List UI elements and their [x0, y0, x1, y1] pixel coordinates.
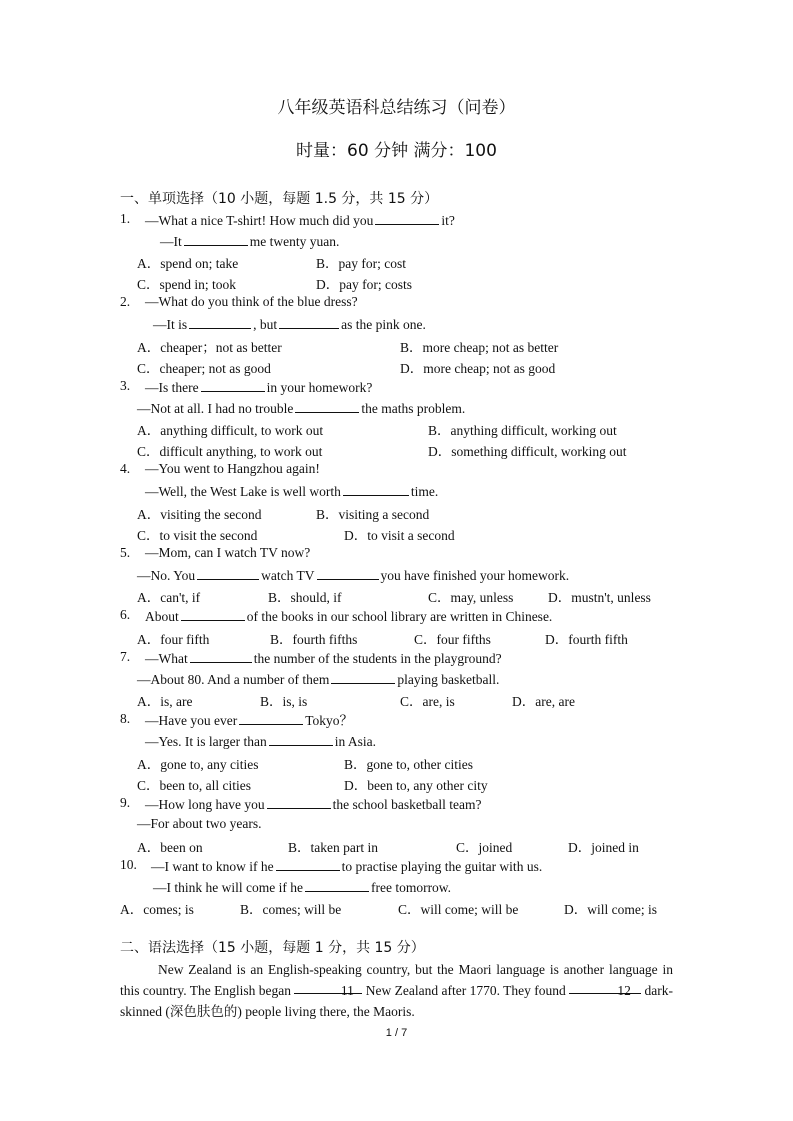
answer-blank[interactable] [317, 566, 379, 580]
question-text: , but [253, 317, 278, 332]
question-number: 4. [120, 461, 131, 476]
answer-blank[interactable] [184, 232, 248, 246]
question-text: playing basketball. [397, 672, 500, 687]
answer-blank[interactable] [189, 315, 251, 329]
option-b[interactable]: B．is, is [260, 694, 308, 709]
option-a[interactable]: A．anything difficult, to work out [137, 423, 324, 438]
question-text: in Asia. [334, 734, 377, 749]
question-stem-line [145, 461, 320, 477]
option-a[interactable]: A．gone to, any cities [137, 757, 259, 772]
option-b[interactable]: B．should, if [268, 590, 342, 605]
question-text: —What a nice T-shirt! How much did you [145, 213, 374, 228]
question-text: Tokyo？ [305, 713, 354, 728]
question-stem-line [145, 732, 376, 750]
question-stem-line [153, 878, 451, 896]
question-stem-line [145, 795, 481, 813]
answer-blank[interactable] [276, 857, 340, 871]
blank-12[interactable]: 12 [569, 980, 641, 994]
answer-blank[interactable] [197, 566, 259, 580]
question-text: in your homework? [266, 380, 373, 395]
answer-blank[interactable] [267, 795, 331, 809]
question-number: 9. [120, 795, 131, 810]
answer-blank[interactable] [331, 670, 395, 684]
question-text: —I want to know if he [151, 859, 274, 874]
passage-text: New Zealand after 1770. They found [365, 983, 566, 998]
answer-blank[interactable] [269, 732, 333, 746]
question-number: 1. [120, 211, 131, 226]
question-text: —How long have you [145, 797, 265, 812]
passage-paragraph [120, 959, 673, 1022]
question-text: me twenty yuan. [249, 234, 340, 249]
option-a[interactable]: A．four fifth [137, 632, 210, 647]
question-stem-line [145, 378, 372, 396]
option-a[interactable]: A．can't, if [137, 590, 201, 605]
question-stem-line [137, 816, 261, 832]
question-text: the number of the students in the playground? [253, 651, 502, 666]
option-d[interactable]: D．to visit a second [344, 528, 455, 543]
option-b[interactable]: B．more cheap; not as better [400, 340, 559, 355]
page-title: 八年级英语科总结练习（问卷） [277, 98, 516, 118]
passage-text: dark-skinned (深色肤色的) people living there, the Maoris. [120, 983, 674, 1019]
question-number: 8. [120, 711, 131, 726]
question-text: —Is there [145, 380, 199, 395]
option-d[interactable]: D．more cheap; not as good [400, 361, 556, 376]
question-text: free tomorrow. [370, 880, 452, 895]
option-a[interactable]: A．visiting the second [137, 507, 262, 522]
option-d[interactable]: D．mustn't, unless [548, 590, 651, 605]
answer-blank[interactable] [239, 711, 303, 725]
question-text: —It [160, 234, 182, 249]
option-d[interactable]: D．pay for; costs [316, 277, 412, 292]
option-d[interactable]: D．will come; is [564, 902, 657, 917]
question-text: —It is [153, 317, 188, 332]
question-text: the school basketball team? [332, 797, 482, 812]
exam-time-score: 时量：60 分钟 满分：100 [296, 141, 497, 161]
option-b[interactable]: B．gone to, other cities [344, 757, 473, 772]
question-stem-line [145, 294, 358, 310]
option-d[interactable]: D．fourth fifth [545, 632, 628, 647]
option-b[interactable]: B．taken part in [288, 840, 378, 855]
option-c[interactable]: C．to visit the second [137, 528, 258, 543]
page-number: 1 / 7 [385, 1027, 408, 1039]
question-text: —I think he will come if he [153, 880, 303, 895]
question-text: —Mom, can I watch TV now? [145, 545, 311, 560]
question-text: of the books in our school library are written in Chinese. [246, 609, 553, 624]
option-c[interactable]: C．cheaper; not as good [137, 361, 271, 376]
option-b[interactable]: B．anything difficult, working out [428, 423, 617, 438]
option-a[interactable]: A．is, are [137, 694, 193, 709]
option-c[interactable]: C．spend in; took [137, 277, 237, 292]
question-text: —What do you think of the blue dress? [145, 294, 358, 309]
question-stem-line [145, 649, 502, 667]
question-number: 10. [120, 857, 137, 872]
question-number: 7. [120, 649, 131, 664]
question-stem-line [145, 545, 310, 561]
option-b[interactable]: B．visiting a second [316, 507, 430, 522]
answer-blank[interactable] [201, 378, 265, 392]
question-stem-line [137, 566, 569, 584]
question-text: —Yes. It is larger than [145, 734, 267, 749]
answer-blank[interactable] [190, 649, 252, 663]
option-a[interactable]: A．cheaper；not as better [137, 340, 282, 355]
option-c[interactable]: C．joined [456, 840, 513, 855]
passage-text: New Zealand is an English-speaking country, but the Maori language is another language in this country. The English began [120, 962, 673, 998]
option-a[interactable]: A．spend on; take [137, 256, 239, 271]
answer-blank[interactable] [305, 878, 369, 892]
question-text: —What [145, 651, 188, 666]
option-a[interactable]: A．comes; is [120, 902, 194, 917]
question-number: 2. [120, 294, 131, 309]
option-b[interactable]: B．comes; will be [240, 902, 342, 917]
option-b[interactable]: B．fourth fifths [270, 632, 358, 647]
question-number: 5. [120, 545, 131, 560]
option-c[interactable]: C．may, unless [428, 590, 514, 605]
question-text: to practise playing the guitar with us. [341, 859, 543, 874]
option-c[interactable]: C．been to, all cities [137, 778, 251, 793]
question-stem-line [160, 232, 339, 250]
question-text: —Not at all. I had no trouble [137, 401, 294, 416]
question-text: About [145, 609, 179, 624]
answer-blank[interactable] [375, 211, 439, 225]
question-text: —You went to Hangzhou again! [145, 461, 320, 476]
answer-blank[interactable] [343, 482, 409, 496]
answer-blank[interactable] [295, 399, 359, 413]
option-c[interactable]: C．will come; will be [398, 902, 519, 917]
question-stem-line [137, 670, 499, 688]
question-stem-line [153, 315, 426, 333]
question-stem-line [137, 399, 465, 417]
question-text: —No. You [137, 568, 196, 583]
blank-11[interactable]: 11 [294, 980, 362, 994]
question-text: —Have you ever [145, 713, 238, 728]
question-text: it? [441, 213, 455, 228]
option-d[interactable]: D．been to, any other city [344, 778, 488, 793]
question-text: the maths problem. [361, 401, 466, 416]
answer-blank[interactable] [279, 315, 339, 329]
question-stem-line [145, 482, 438, 500]
question-text: you have finished your homework. [380, 568, 570, 583]
question-text: —Well, the West Lake is well worth [145, 484, 341, 499]
option-a[interactable]: A．been on [137, 840, 203, 855]
question-stem-line [145, 607, 552, 625]
option-c[interactable]: C．difficult anything, to work out [137, 444, 323, 459]
option-d[interactable]: D．are, are [512, 694, 575, 709]
question-stem-line [145, 211, 455, 229]
answer-blank[interactable] [181, 607, 245, 621]
question-number: 6. [120, 607, 131, 622]
option-c[interactable]: C．four fifths [414, 632, 491, 647]
option-c[interactable]: C．are, is [400, 694, 455, 709]
option-d[interactable]: D．something difficult, working out [428, 444, 627, 459]
question-text: as the pink one. [341, 317, 426, 332]
question-text: —For about two years. [137, 816, 262, 831]
option-b[interactable]: B．pay for; cost [316, 256, 406, 271]
question-text: time. [410, 484, 439, 499]
question-number: 3. [120, 378, 131, 393]
question-stem-line [151, 857, 542, 875]
question-stem-line [145, 711, 353, 729]
section-2-heading: 二、语法选择（15 小题，每题 1 分，共 15 分） [120, 940, 425, 956]
question-text: watch TV [261, 568, 315, 583]
section-1-heading: 一、单项选择（10 小题，每题 1.5 分，共 15 分） [120, 191, 439, 207]
question-text: —About 80. And a number of them [137, 672, 330, 687]
option-d[interactable]: D．joined in [568, 840, 639, 855]
